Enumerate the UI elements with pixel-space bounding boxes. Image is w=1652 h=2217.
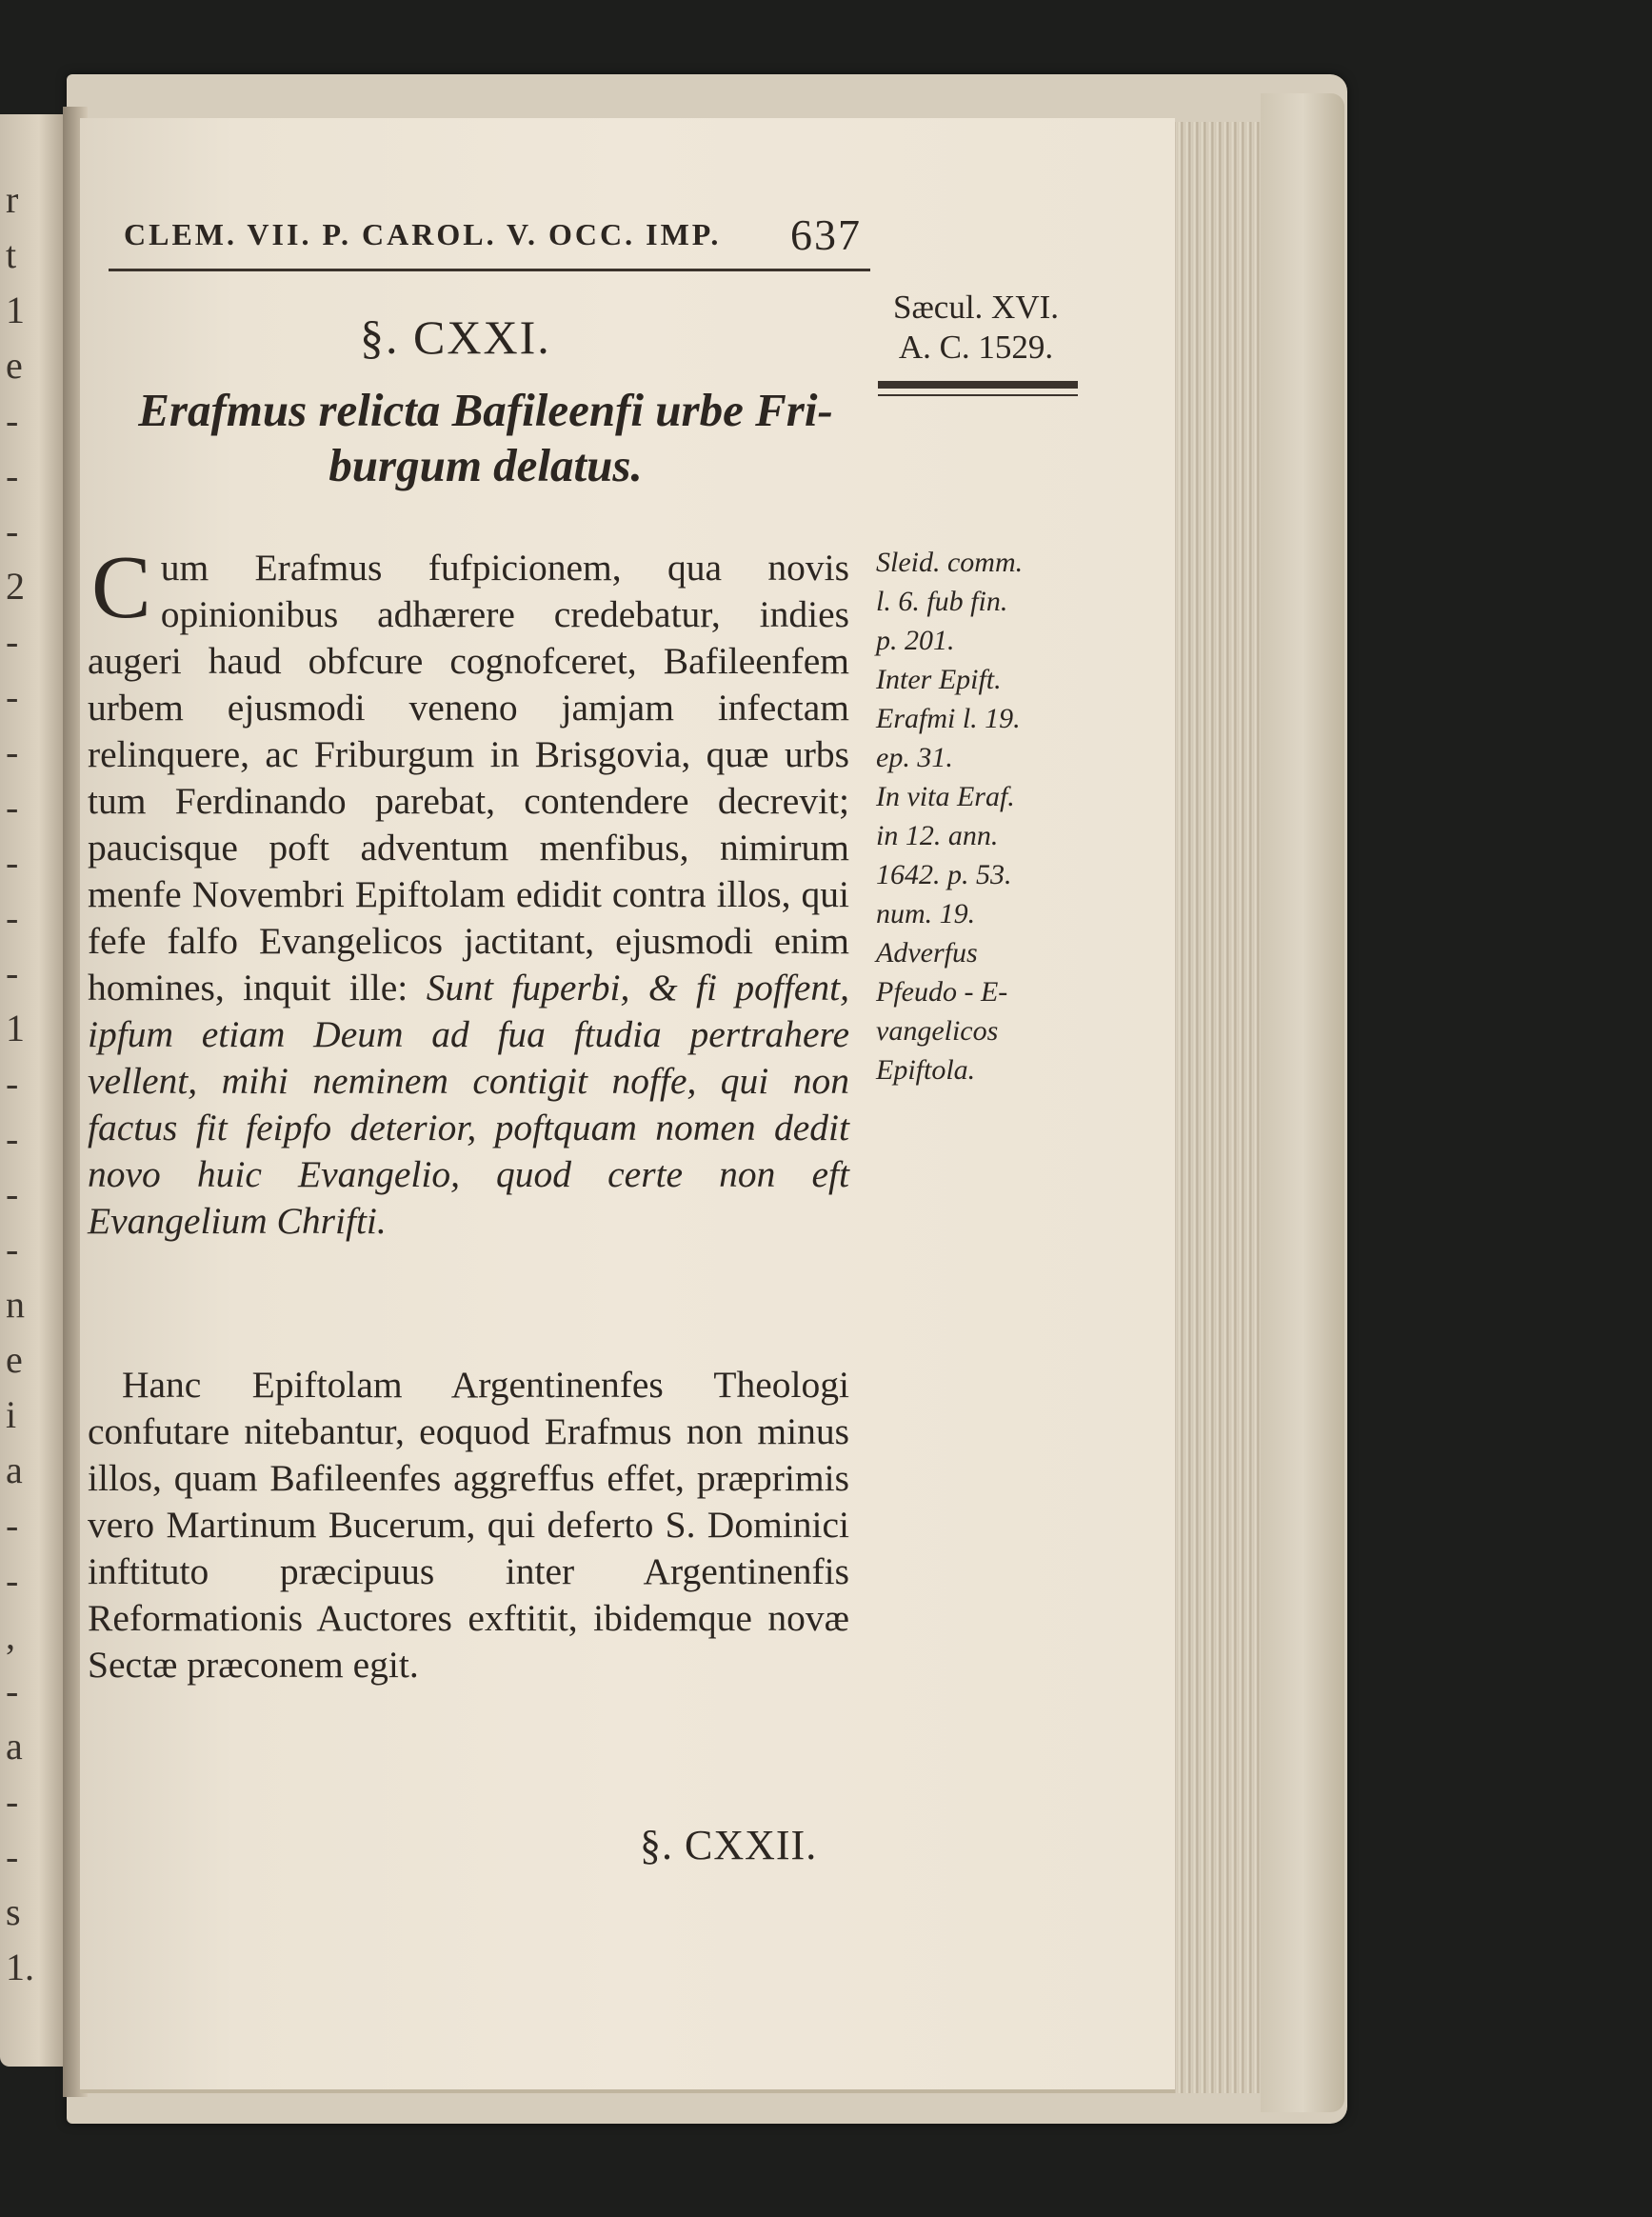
margin-note-line: l. 6. fub fin. [876,586,1008,617]
left-page-fragment: a [6,1448,23,1491]
left-page-edge [0,114,70,2067]
margin-thin-rule [878,394,1078,396]
margin-note-line: vangelicos [876,1015,999,1047]
left-page-fragment: - [6,896,19,939]
page-number: 637 [790,210,862,259]
margin-date-heading [870,288,1082,368]
margin-notes [876,543,1095,1089]
margin-note-line: p. 201. [876,625,955,656]
left-page-fragment: n [6,1283,25,1326]
margin-note-line: Inter Epift. [876,664,1002,695]
paragraph-1-text: um Erafmus fufpicionem, qua novis opinionibus adhærere credebatur, indies augeri haud obfcure cognofceret, Bafileenfem urbem ejusmodi veneno jamjam infectam relinquere, ac Friburgum in Brisgovia, quæ urbs tum Ferdinando parebat, contendere decrevit; paucisque poft adventum menfibus, nimirum menfe Novembri Epiftolam edidit contra illos, qui fefe falfo Evangelicos jactitant, ejusmodi enim homines, inquit ille: [88,547,849,1009]
left-page-fragment: 2 [6,565,25,608]
left-page-fragment: 1. [6,1946,34,1988]
left-page-fragment: a [6,1725,23,1768]
left-page-fragment: - [6,1780,19,1823]
left-page-fragment: - [6,786,19,829]
header-rule [109,269,870,271]
left-page-fragment: e [6,1338,23,1381]
paragraph-2 [88,1362,849,1688]
paragraph-2-text: Hanc Epiftolam Argentinenfes Theologi confutare nitebantur, eoquod Erafmus non minus illos, quam Bafileenfes aggreffus effet, præprimis vero Martinum Bucerum, qui deferto S. Dominici inftituto præcipuus inter Argentinenfis Reformationis Auctores exftitit, ibidemque novæ Sectæ præconem egit. [88,1364,849,1686]
paragraph-1-quote: Sunt fuperbi, & fi poffent, ipfum etiam Deum ad fua ftudia pertrahere vellent, mihi neminem contigit noffe, qui non factus fit feipfo deterior, poftquam nomen dedit novo huic Evangelio, quod certe non eft Evangelium Chrifti. [88,967,849,1242]
left-page-fragment: 1 [6,1007,25,1049]
left-page-fragment: - [6,1835,19,1878]
margin-note-line: Erafmi l. 19. [876,703,1021,734]
running-header [124,208,866,261]
left-page-fragment: - [6,399,19,442]
margin-note-line: Pfeudo - E- [876,976,1008,1008]
running-title: CLEM. VII. P. CAROL. V. OCC. IMP. [124,217,722,251]
page-stack-edge [1169,122,1261,2093]
left-page-fragment: i [6,1393,17,1436]
section-title-line-2: burgum delatus. [328,439,643,491]
left-page-fragment: , [6,1614,15,1657]
next-section-catchword: §. CXXII. [640,1822,818,1868]
margin-note-line: Sleid. comm. [876,547,1024,578]
margin-thick-rule [878,381,1078,389]
margin-note-line: Epiftola. [876,1054,976,1086]
margin-note-line: in 12. ann. [876,820,999,851]
cover-edge [1261,93,1344,2112]
left-page-fragment: - [6,841,19,884]
left-page-fragment: - [6,454,19,497]
section-title [105,383,866,493]
left-page-fragment: r [6,178,19,221]
left-page-fragment: - [6,1559,19,1602]
left-page-fragment: t [6,233,17,276]
left-page-fragment: e [6,344,23,387]
section-title-line-1: Erafmus relicta Bafileenfi urbe Fri- [138,384,833,436]
left-page-fragment: - [6,509,19,552]
left-page-fragment: - [6,951,19,994]
year-label: A. C. 1529. [898,329,1054,366]
left-page-fragment: - [6,1117,19,1160]
left-page-fragment: - [6,675,19,718]
left-page-fragment: - [6,620,19,663]
left-page-fragment: 1 [6,289,25,331]
left-page-fragment: - [6,1669,19,1712]
margin-note-line: 1642. p. 53. [876,859,1012,890]
left-page-fragment: - [6,1228,19,1270]
left-page-fragment: - [6,1504,19,1547]
margin-note-line: Adverfus [876,937,978,969]
margin-note-line: num. 19. [876,898,976,929]
left-page-fragment: - [6,1172,19,1215]
left-page-fragment: - [6,1062,19,1105]
saeculum-label: Sæcul. XVI. [892,289,1060,326]
margin-note-line: In vita Eraf. [876,781,1015,812]
left-page-fragment: - [6,730,19,773]
drop-cap: C [91,538,151,637]
paragraph-1 [88,538,849,1245]
section-number: §. CXXI. [360,310,551,364]
left-page-fragment: s [6,1890,21,1933]
margin-note-line: ep. 31. [876,742,953,773]
